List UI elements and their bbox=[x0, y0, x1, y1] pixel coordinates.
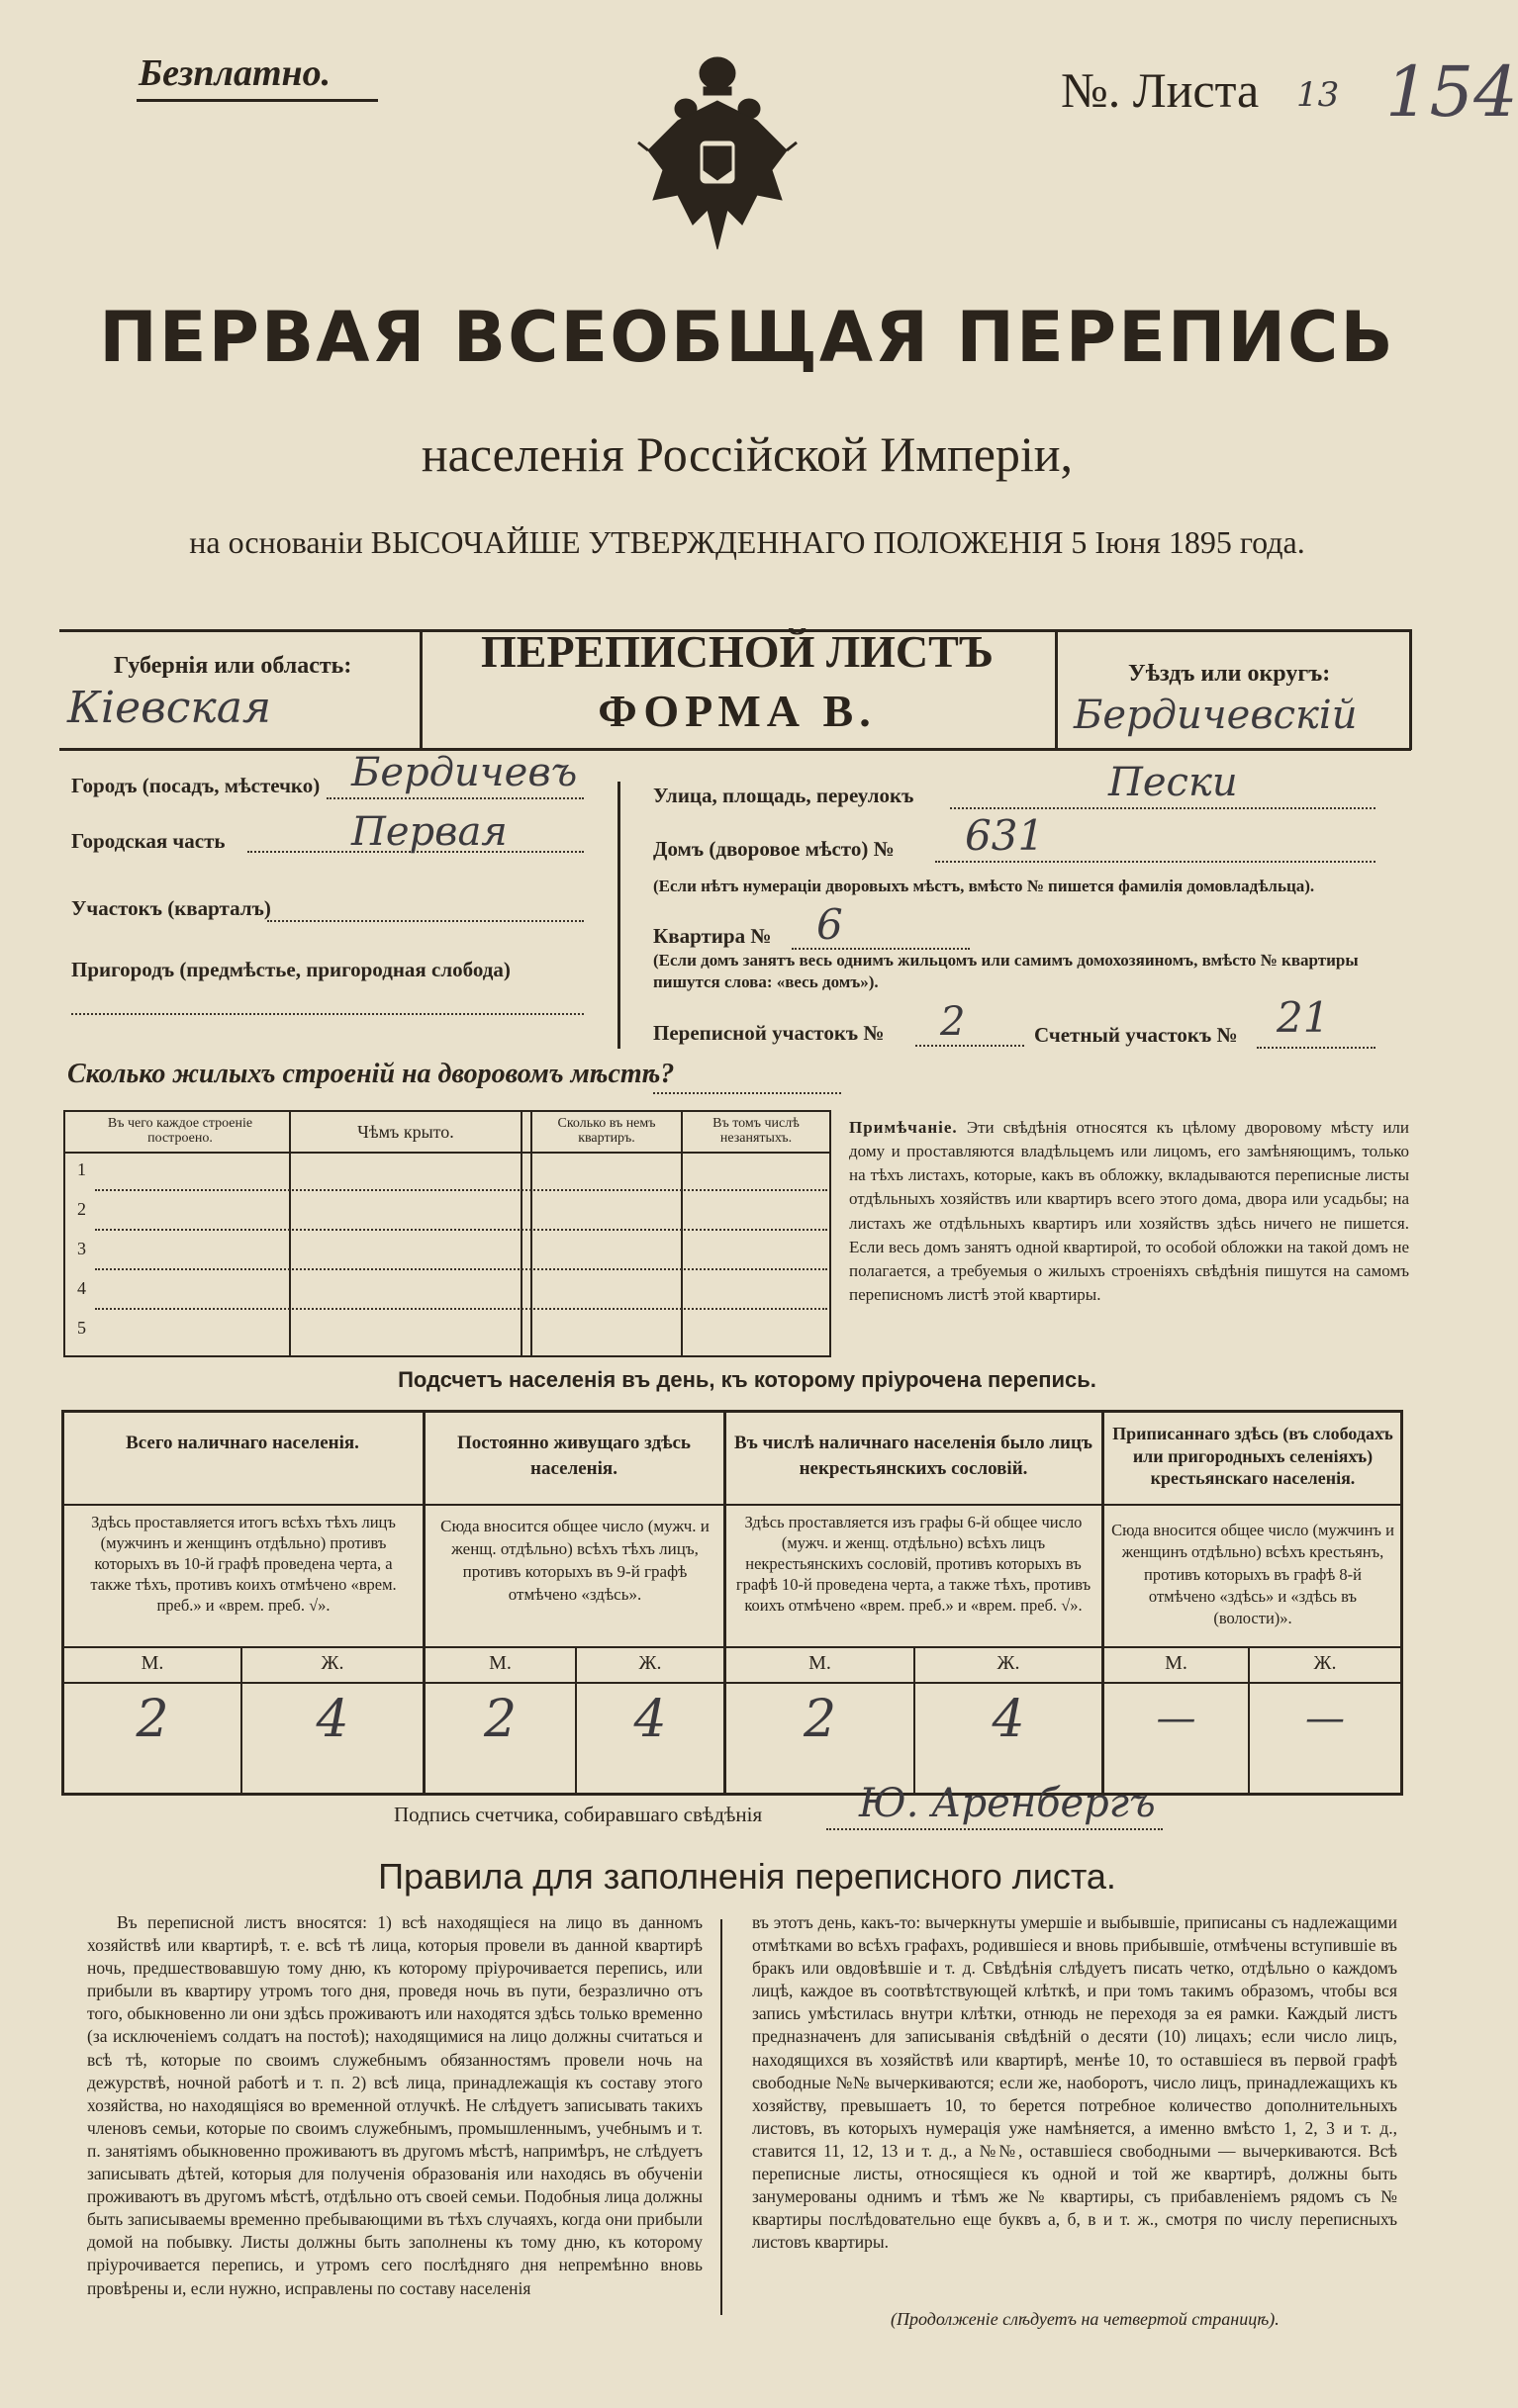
buildings-question-line bbox=[653, 1092, 841, 1094]
rules-left-column: Въ переписной листъ вносятся: 1) всѣ находящіеся на лицо въ данномъ хозяйствѣ или квартирѣ, т. е. всѣ тѣ лица, которыя провели въ данной квартирѣ ночь, предшествовавшую тому дню, къ которому пріурочивается перепись, или прибыли въ квартиру утромъ того дня, проведя ночь въ пути, безразлично отъ того, обыкновенно ли они здѣсь проживаютъ или находятся здѣсь только временно (за исключеніемъ солдатъ на постоѣ); находящимися на лицо должны считаться и всѣ тѣ, которые по своимъ служебнымъ обязанностямъ провели ночь на дежурствѣ, ночной работѣ и т. п. 2) всѣ лица, принадлежащія къ составу этого хозяйства, но находящіяся во временной отлучкѣ. Не слѣдуетъ записывать такихъ членовъ семьи, которые по своимъ служебнымъ, промышленнымъ, учебнымъ и т. п. занятіямъ обыкновенно проживаютъ въ другомъ мѣстѣ, напримѣръ, не слѣдуетъ записывать дѣтей, которыя для полученія образованія или находясь въ обученіи проживаютъ въ другомъ мѣстѣ, отдѣльно отъ своей семьи. Подобныя лица должны быть записываемы временно пребывающими въ тѣхъ случаяхъ, когда они прибыли домой на побывку. Листы должны быть заполнены къ тому дню, къ которому пріурочивается перепись, и утромъ сего послѣдняго дня непремѣнно вновь провѣрены и, если нужно, исправлены по составу населенія bbox=[87, 1912, 703, 2298]
pop-col1-male-value: 2 bbox=[136, 1690, 169, 1749]
form-name: ФОРМА В. bbox=[598, 686, 877, 736]
double-headed-eagle-icon bbox=[638, 51, 797, 254]
count-district-label: Счетный участокъ № bbox=[1034, 1023, 1238, 1047]
buildings-row-num: 4 bbox=[77, 1278, 86, 1298]
buildings-col-roof: Чѣмъ крыто. bbox=[357, 1122, 454, 1142]
page-title: ПЕРВАЯ ВСЕОБЩАЯ ПЕРЕПИСЬ bbox=[99, 297, 1395, 378]
gubernia-value: Кіевская bbox=[67, 683, 272, 733]
house-line bbox=[935, 861, 1376, 863]
house-label: Домъ (дворовое мѣсто) № bbox=[653, 837, 895, 861]
pop-col3-female-label: Ж. bbox=[996, 1652, 1020, 1674]
rules-right-column: въ этотъ день, какъ-то: вычеркнуты умершіе и выбывшіе, приписаны съ надлежащими отмѣтками во всѣхъ графахъ, родившіеся и вновь прибывшіе, отмѣчены вступившіе въ бракъ или овдовѣвшіе и т. д. Свѣдѣнія слѣдуетъ писать четко, отдѣльно о каждомъ лицѣ, каждое въ соотвѣтствующей клѣткѣ, и при томъ такимъ образомъ, чтобы вся запись умѣстилась внутри клѣтки, отнюдь не переходя за ея рамки. Каждый листъ предназначенъ для записыванія свѣдѣній о десяти (10) лицахъ; если число лицъ, находящихся въ хозяйствѣ или квартирѣ, менѣе 10, то оставшіеся въ первой графѣ свободные №№ вычеркиваются; если же, наоборотъ, число лицъ, принадлежащихъ къ хозяйству, превышаетъ 10, то берется потребное количество дополнительныхъ листовъ, въ которыхъ нумерація уже намѣняется, а именно вмѣсто 1, 2, 3 и т. д., ставится 11, 12, 13 и т. д., а №№, оставшіеся свободными — вычеркиваются. Всѣ переписные листы, относящіеся къ одной и той же квартирѣ, должны быть занумерованы однимъ и тѣмъ же № квартиры, съ прибавленіемъ рядомъ съ № квартиры послѣдовательно еще буквъ а, б, в и т. ж., смотря по числу переписныхъ листовъ квартиры. bbox=[752, 1912, 1397, 2253]
population-table bbox=[61, 1410, 1403, 1796]
street-value: Пески bbox=[1108, 760, 1238, 805]
buildings-note: Примѣчаніе. Эти свѣдѣнія относятся къ цѣлому дворовому мѣсту или дому и проставляются владѣльцемъ или лицомъ, его замѣняющимъ, только на тѣхъ листахъ, которые, какъ въ обложку, вкладываются переписные листы отдѣльныхъ хозяйствъ или квартиръ всего этого дома, двора или усадьбы; на листахъ же отдѣльныхъ квартиръ или хозяйствъ здѣсь ничего не пишется. Если весь домъ занятъ одной квартирой, то особой обложки на такой домъ не полагается, а требуемыя о жилыхъ строеніяхъ свѣдѣнія пишутся на самомъ переписномъ листѣ этой квартиры. bbox=[849, 1118, 1409, 1304]
signature-label: Подпись счетчика, собиравшаго свѣдѣнія bbox=[394, 1803, 763, 1826]
apartment-note: (Если домъ занятъ весь однимъ жильцомъ или самимъ домохозяиномъ, вмѣсто № квартиры пишутся слова: «весь домъ»). bbox=[653, 951, 1359, 992]
buildings-question: Сколько жилыхъ строеній на дворовомъ мѣстѣ? bbox=[67, 1059, 675, 1089]
count-district-line bbox=[1257, 1047, 1376, 1049]
form-mid-rule bbox=[59, 748, 1411, 751]
uezd-box-right bbox=[1409, 629, 1412, 750]
buildings-row-num: 3 bbox=[77, 1239, 86, 1258]
pop-col3-male-label: М. bbox=[808, 1652, 831, 1674]
census-district-value: 2 bbox=[940, 999, 966, 1045]
uezd-box-left bbox=[1055, 629, 1058, 750]
buildings-table bbox=[63, 1110, 831, 1357]
house-note: (Если нѣтъ нумераціи дворовыхъ мѣстъ, вмѣсто № пишется фамилія домовладѣльца). bbox=[653, 877, 1315, 895]
buildings-row-num: 2 bbox=[77, 1199, 86, 1219]
pop-col2-female-label: Ж. bbox=[638, 1652, 662, 1674]
rules-title: Правила для заполненія переписного листа. bbox=[378, 1856, 1116, 1897]
free-underline bbox=[137, 99, 378, 102]
pop-col3-body: Здѣсь проставляется изъ графы 6-й общее число (мужч. и женщ. отдѣльно) всѣхъ лицъ некрестьянскихъ сословій, противъ которыхъ въ графѣ 10-й проведена черта, а также тѣхъ, противъ коихъ отмѣчено «врем. преб.» и «врем. преб. √». bbox=[735, 1513, 1091, 1616]
pop-col2-female-value: 4 bbox=[633, 1690, 667, 1749]
buildings-col-vacant: Въ томъ числѣ незанятыхъ. bbox=[712, 1116, 800, 1147]
rules-column-divider bbox=[720, 1919, 722, 2315]
pop-col3-female-value: 4 bbox=[992, 1690, 1025, 1749]
free-label: Безплатно. bbox=[139, 52, 332, 94]
pop-col1-head: Всего наличнаго населенія. bbox=[126, 1433, 359, 1453]
pop-col1-female-label: Ж. bbox=[321, 1652, 344, 1674]
signature-value: Ю. Аренбергъ bbox=[859, 1781, 1156, 1826]
uezd-label: Уѣздъ или округъ: bbox=[1128, 661, 1331, 687]
page-subtitle: населенія Россійской Имперіи, bbox=[421, 426, 1074, 482]
apartment-label: Квартира № bbox=[653, 924, 772, 948]
street-label: Улица, площадь, переулокъ bbox=[653, 784, 914, 807]
suburb-line bbox=[71, 1013, 584, 1015]
house-value: 631 bbox=[965, 811, 1045, 860]
pop-col3-male-value: 2 bbox=[803, 1690, 837, 1749]
pop-col1-body: Здѣсь проставляется итогъ всѣхъ тѣхъ лицъ (мужчинъ и женщинъ отдѣльно) противъ которыхъ въ 10-й графѣ проведена черта, а также тѣхъ, противъ коихъ отмѣчено «врем. преб.» и «врем. преб. √». bbox=[90, 1513, 397, 1616]
gubernia-box-right bbox=[420, 629, 423, 750]
city-value: Бердичевъ bbox=[351, 750, 578, 795]
gubernia-label: Губернія или область: bbox=[114, 653, 352, 679]
buildings-col-apartments: Сколько въ немъ квартиръ. bbox=[557, 1116, 656, 1147]
street-line bbox=[950, 807, 1376, 809]
form-vertical-divider bbox=[617, 782, 620, 1049]
sheet-number-value: 13 bbox=[1296, 75, 1340, 115]
apartment-value: 6 bbox=[816, 900, 843, 949]
pop-col2-head: Постоянно живущаго здѣсь населенія. bbox=[457, 1433, 691, 1479]
population-title: Подсчетъ населенія въ день, къ которому пріурочена перепись. bbox=[398, 1367, 1096, 1392]
pop-col1-female-value: 4 bbox=[316, 1690, 349, 1749]
count-district-value: 21 bbox=[1277, 993, 1330, 1042]
sheet-number-label: №. Листа bbox=[1061, 62, 1260, 118]
legal-basis: на основаніи ВЫСОЧАЙШЕ УТВЕРЖДЕННАГО ПОЛОЖЕНІЯ 5 Іюня 1895 года. bbox=[189, 524, 1305, 560]
signature-line bbox=[826, 1828, 1163, 1830]
pop-col4-male-label: М. bbox=[1165, 1652, 1187, 1674]
pop-col1-male-label: М. bbox=[141, 1652, 164, 1674]
pop-col4-female-value: — bbox=[1305, 1696, 1345, 1741]
pop-col2-male-label: М. bbox=[489, 1652, 512, 1674]
precinct-line bbox=[267, 920, 584, 922]
uezd-value: Бердичевскій bbox=[1074, 693, 1358, 738]
buildings-col-material: Въ чего каждое строеніе построено. bbox=[107, 1116, 253, 1147]
pop-col2-male-value: 2 bbox=[483, 1690, 518, 1749]
pop-col4-female-label: Ж. bbox=[1313, 1652, 1337, 1674]
pop-col4-body: Сюда вносится общее число (мужчинъ и женщинъ отдѣльно) всѣхъ крестьянъ, противъ которыхъ въ графѣ 8-й отмѣчено «здѣсь» и «здѣсь въ (волости)». bbox=[1111, 1521, 1394, 1628]
city-part-label: Городская часть bbox=[71, 829, 226, 853]
pop-col3-head: Въ числѣ наличнаго населенія было лицъ некрестьянскихъ сословій. bbox=[734, 1433, 1092, 1479]
rules-continued: (Продолженіе слѣдуетъ на четвертой страницѣ). bbox=[891, 2309, 1280, 2329]
precinct-label: Участокъ (кварталъ) bbox=[71, 896, 271, 920]
pop-col2-body: Сюда вносится общее число (мужч. и женщ. отдѣльно) всѣхъ тѣхъ лицъ, противъ которыхъ въ 9-й графѣ отмѣчено «здѣсь». bbox=[440, 1517, 710, 1604]
pop-col4-head: Приписаннаго здѣсь (въ слободахъ или пригородныхъ селеніяхъ) крестьянскаго населенія. bbox=[1112, 1424, 1393, 1488]
city-label: Городъ (посадъ, мѣстечко) bbox=[71, 774, 321, 797]
sheet-title: ПЕРЕПИСНОЙ ЛИСТЪ bbox=[480, 626, 995, 677]
census-district-line bbox=[915, 1045, 1024, 1047]
suburb-label: Пригородъ (предмѣстье, пригородная слобода) bbox=[71, 958, 511, 981]
city-line bbox=[327, 797, 584, 799]
pop-col4-male-value: — bbox=[1156, 1696, 1196, 1741]
buildings-row-num: 5 bbox=[77, 1318, 86, 1338]
archive-page-number: 154 bbox=[1385, 51, 1518, 133]
census-district-label: Переписной участокъ № bbox=[653, 1021, 885, 1045]
buildings-row-num: 1 bbox=[77, 1159, 86, 1179]
city-part-value: Первая bbox=[351, 809, 508, 855]
